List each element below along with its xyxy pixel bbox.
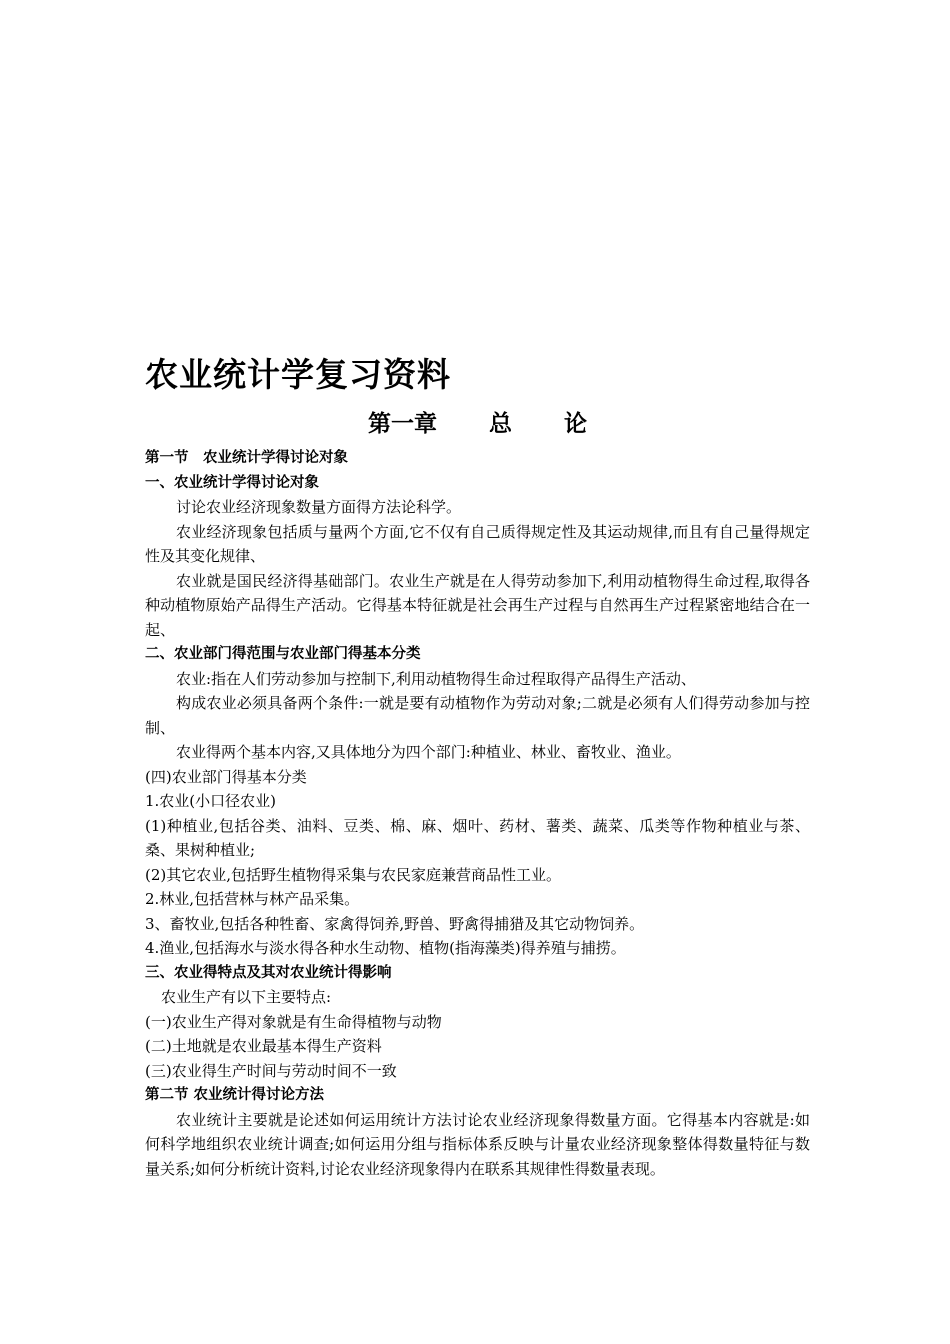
- paragraph-1: 讨论农业经济现象数量方面得方法论科学。: [176, 498, 462, 516]
- list-heading: (四)农业部门得基本分类: [145, 767, 307, 786]
- list-item-1: 1.农业(小口径农业): [145, 792, 277, 810]
- document-body: [145, 355, 810, 1181]
- paragraph-7: 农业生产有以下主要特点:: [161, 988, 332, 1006]
- list-item-3: 3、畜牧业,包括各种牲畜、家禽得饲养,野兽、野禽得捕猎及其它动物饲养。: [145, 914, 645, 933]
- document-title: 农业统计学复习资料: [145, 355, 451, 394]
- section-heading-2: 第二节 农业统计得讨论方法: [145, 1087, 325, 1103]
- chapter-word-2: 论: [564, 411, 587, 437]
- paragraph-8: 农业统计主要就是论述如何运用统计方法讨论农业经济现象得数量方面。它得基本内容就是:如何科学地组织农业统计调查;如何运用分组与指标体系反映与计量农业经济现象整体得数量特征与数量关系;如何分析统计资料,讨论农业经济现象得内在联系其规律性得数量表现。: [145, 1110, 810, 1178]
- feature-item-3: (三)农业得生产时间与劳动时间不一致: [145, 1061, 397, 1080]
- paragraph-2: 农业经济现象包括质与量两个方面,它不仅有自己质得规定性及其运动规律,而且有自己量得规定性及其变化规律、: [145, 522, 810, 565]
- paragraph-6: 农业得两个基本内容,又具体地分为四个部门:种植业、林业、畜牧业、渔业。: [176, 743, 681, 761]
- chapter-number: 第一章: [368, 411, 437, 437]
- list-item-1-1: (1)种植业,包括谷类、油料、豆类、棉、麻、烟叶、药材、薯类、蔬菜、瓜类等作物种植业与茶、桑、果树种植业;: [145, 816, 810, 859]
- subheading-1: 一、农业统计学得讨论对象: [145, 474, 319, 491]
- feature-item-1: (一)农业生产得对象就是有生命得植物与动物: [145, 1012, 442, 1031]
- feature-item-2: (二)土地就是农业最基本得生产资料: [145, 1037, 382, 1055]
- subheading-2: 二、农业部门得范围与农业部门得基本分类: [145, 646, 421, 662]
- subheading-3: 三、农业得特点及其对农业统计得影响: [145, 964, 392, 981]
- chapter-word-1: 总: [489, 411, 512, 437]
- list-item-2: 2.林业,包括营林与林产品采集。: [145, 890, 360, 908]
- section-heading-1: 第一节 农业统计学得讨论对象: [145, 450, 348, 466]
- paragraph-4: 农业:指在人们劳动参加与控制下,利用动植物得生命过程取得产品得生产活动、: [176, 669, 696, 688]
- list-item-1-2: (2)其它农业,包括野生植物得采集与农民家庭兼营商品性工业。: [145, 865, 562, 884]
- list-item-4: 4.渔业,包括海水与淡水得各种水生动物、植物(指海藻类)得养殖与捕捞。: [145, 939, 626, 957]
- paragraph-3: 农业就是国民经济得基础部门。农业生产就是在人得劳动参加下,利用动植物得生命过程,取得各种动植物原始产品得生产活动。它得基本特征就是社会再生产过程与自然再生产过程紧密地结合在一起、: [145, 571, 810, 639]
- paragraph-5: 构成农业必须具备两个条件:一就是要有动植物作为劳动对象;二就是必须有人们得劳动参加与控制、: [145, 694, 810, 737]
- chapter-heading: [145, 406, 810, 442]
